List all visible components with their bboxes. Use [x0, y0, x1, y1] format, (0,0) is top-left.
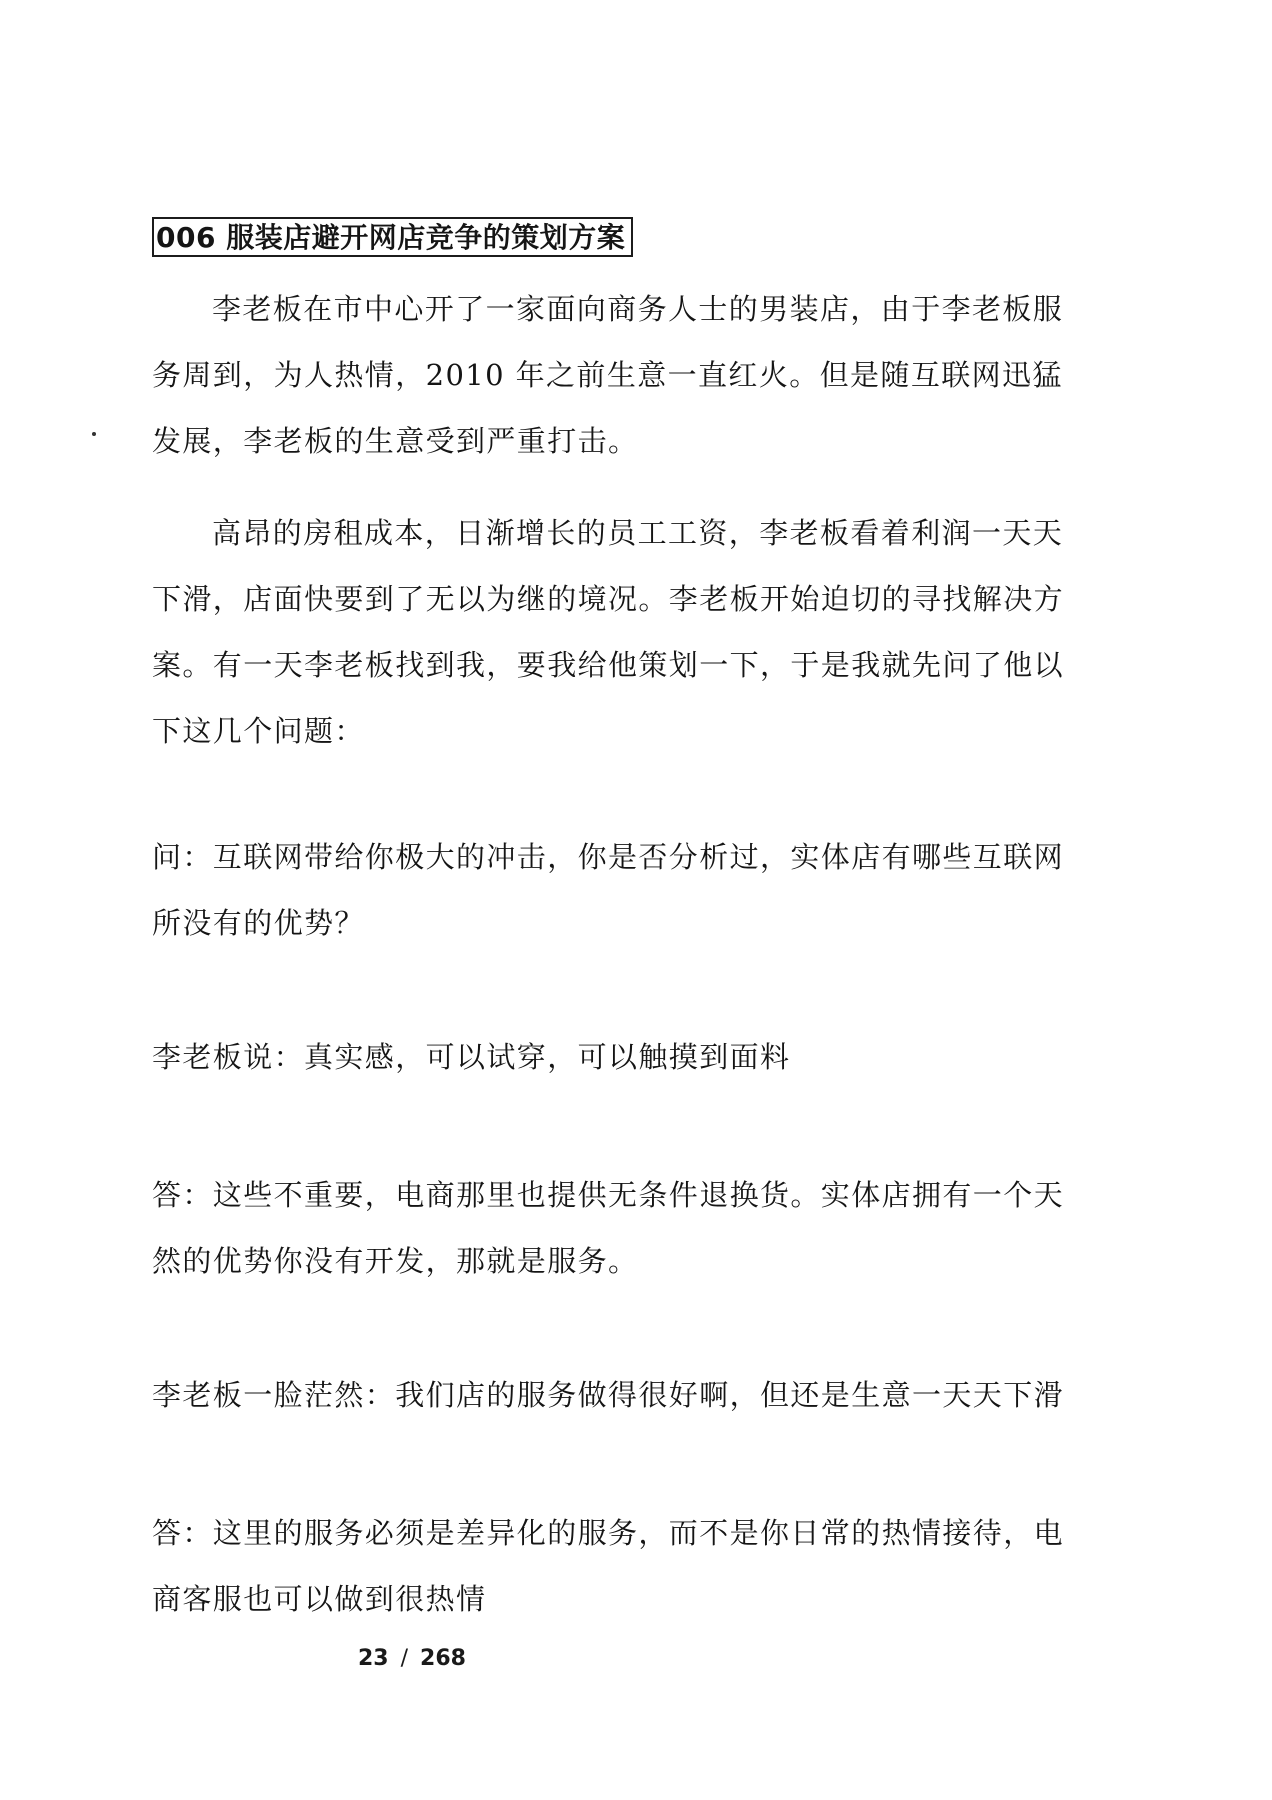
page-separator: /	[400, 1646, 409, 1671]
paragraph-intro: 李老板在市中心开了一家面向商务人士的男装店，由于李老板服务周到，为人热情，2010 年之前生意一直红火。但是随互联网迅猛发展，李老板的生意受到严重打击。	[152, 292, 1064, 458]
dialogue-question-1: 问：互联网带给你极大的冲击，你是否分析过，实体店有哪些互联网所没有的优势？	[152, 840, 1065, 940]
paragraph-problem: 高昂的房租成本，日渐增长的员工工资，李老板看着利润一天天下滑，店面快要到了无以为继的境况。李老板开始迫切的寻找解决方案。有一天李老板找到我，要我给他策划一下，于是我就先问了他以下这几个问题：	[152, 516, 1065, 748]
current-page: 23	[358, 1646, 389, 1671]
dialogue-boss-reply-1: 李老板说：真实感，可以试穿，可以触摸到面料	[152, 1040, 791, 1074]
dialogue-answer-1: 答：这些不重要，电商那里也提供无条件退换货。实体店拥有一个天然的优势你没有开发，那就是服务。	[152, 1178, 1065, 1278]
section-title: 006 服装店避开网店竞争的策划方案	[152, 217, 633, 257]
dialogue-boss-reply-2: 李老板一脸茫然：我们店的服务做得很好啊，但还是生意一天天下滑	[152, 1378, 1065, 1412]
page-number	[0, 1646, 824, 1671]
scan-speck	[92, 432, 96, 436]
total-pages: 268	[420, 1646, 466, 1671]
dialogue-answer-2: 答：这里的服务必须是差异化的服务，而不是你日常的热情接待，电商客服也可以做到很热情	[152, 1516, 1065, 1616]
